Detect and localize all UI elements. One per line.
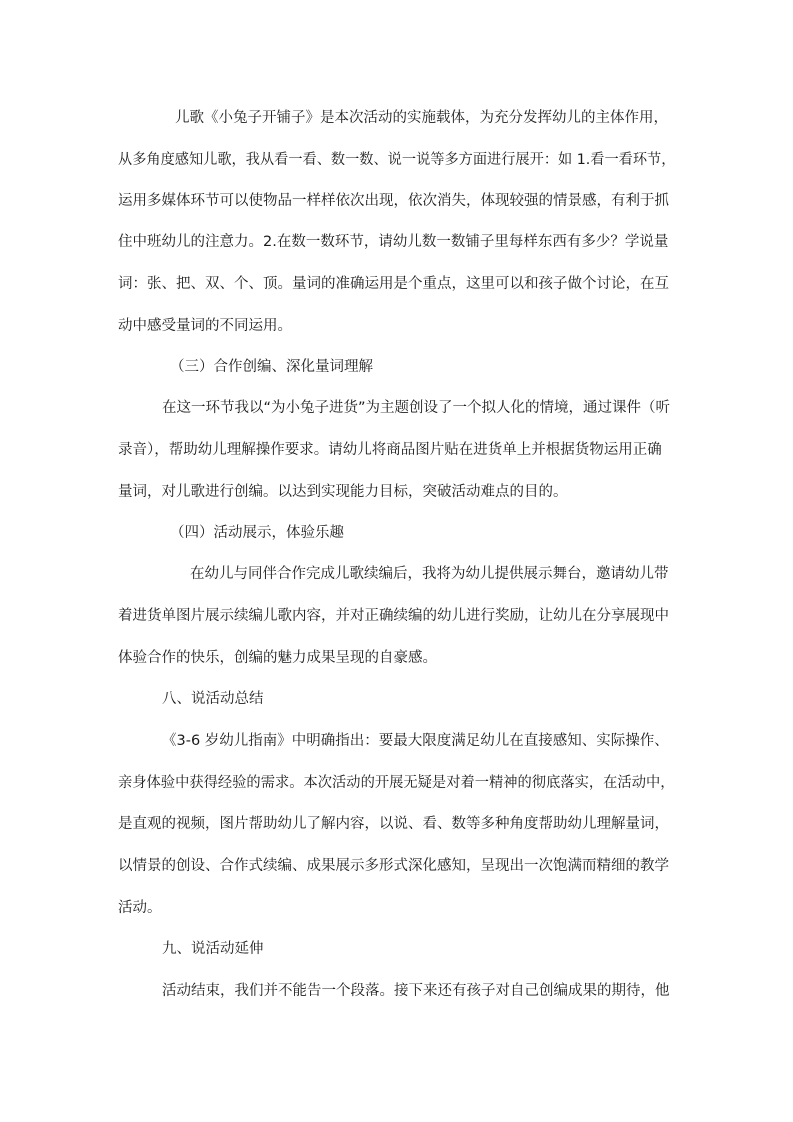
paragraph-line: 动中感受量词的不同运用。 bbox=[118, 318, 292, 334]
paragraph-line: 着进货单图片展示续编儿歌内容，并对正确续编的幼儿进行奖励，让幼儿在分享展现中 bbox=[118, 608, 669, 624]
paragraph-line: 以情景的创设、合作式续编、成果展示多形式深化感知，呈现出一次饱满而精细的教学 bbox=[118, 858, 669, 874]
paragraph-line: 亲身体验中获得经验的需求。本次活动的开展无疑是对着一精神的彻底落实，在活动中， bbox=[118, 775, 675, 791]
paragraph-line: 活动结束，我们并不能告一个段落。接下来还有孩子对自己创编成果的期待，他 bbox=[162, 983, 670, 999]
section-heading: 九、说活动延伸 bbox=[162, 941, 264, 957]
paragraph-line: 体验合作的快乐，创编的魅力成果呈现的自豪感。 bbox=[118, 650, 437, 666]
section-heading: （三）合作创编、深化量词理解 bbox=[170, 359, 373, 375]
paragraph-line: 住中班幼儿的注意力。2.在数一数环节，请幼儿数一数铺子里每样东西有多少？学说量 bbox=[118, 234, 669, 250]
paragraph-line: 活动。 bbox=[118, 900, 162, 916]
paragraph-line: 运用多媒体环节可以使物品一样样依次出现，依次消失，体现较强的情景感，有利于抓 bbox=[118, 193, 669, 209]
paragraph-line: 在这一环节我以“为小兔子进货”为主题创设了一个拟人化的情境，通过课件（听 bbox=[162, 400, 671, 416]
paragraph-line: 录音），帮助幼儿理解操作要求。请幼儿将商品图片贴在进货单上并根据货物运用正确 bbox=[118, 442, 662, 458]
paragraph-line: 儿歌《小兔子开铺子》是本次活动的实施载体，为充分发挥幼儿的主体作用， bbox=[175, 110, 668, 126]
section-heading: （四）活动展示，体验乐趣 bbox=[170, 525, 344, 541]
paragraph-line: 在幼儿与同伴合作完成儿歌续编后，我将为幼儿提供展示舞台，邀请幼儿带 bbox=[190, 566, 669, 582]
paragraph-line: 《3-6 岁幼儿指南》中明确指出：要最大限度满足幼儿在直接感知、实际操作、 bbox=[162, 733, 669, 749]
paragraph-line: 词：张、把、双、个、顶。量词的准确运用是个重点，这里可以和孩子做个讨论，在互 bbox=[118, 276, 669, 292]
paragraph-line: 是直观的视频，图片帮助幼儿了解内容，以说、看、数等多种角度帮助幼儿理解量词， bbox=[118, 816, 669, 832]
paragraph-line: 量词，对儿歌进行创编。以达到实现能力目标，突破活动难点的目的。 bbox=[118, 484, 568, 500]
paragraph-line: 从多角度感知儿歌，我从看一看、数一数、说一说等多方面进行展开：如 1.看一看环节， bbox=[118, 152, 676, 168]
section-heading: 八、说活动总结 bbox=[162, 691, 264, 707]
